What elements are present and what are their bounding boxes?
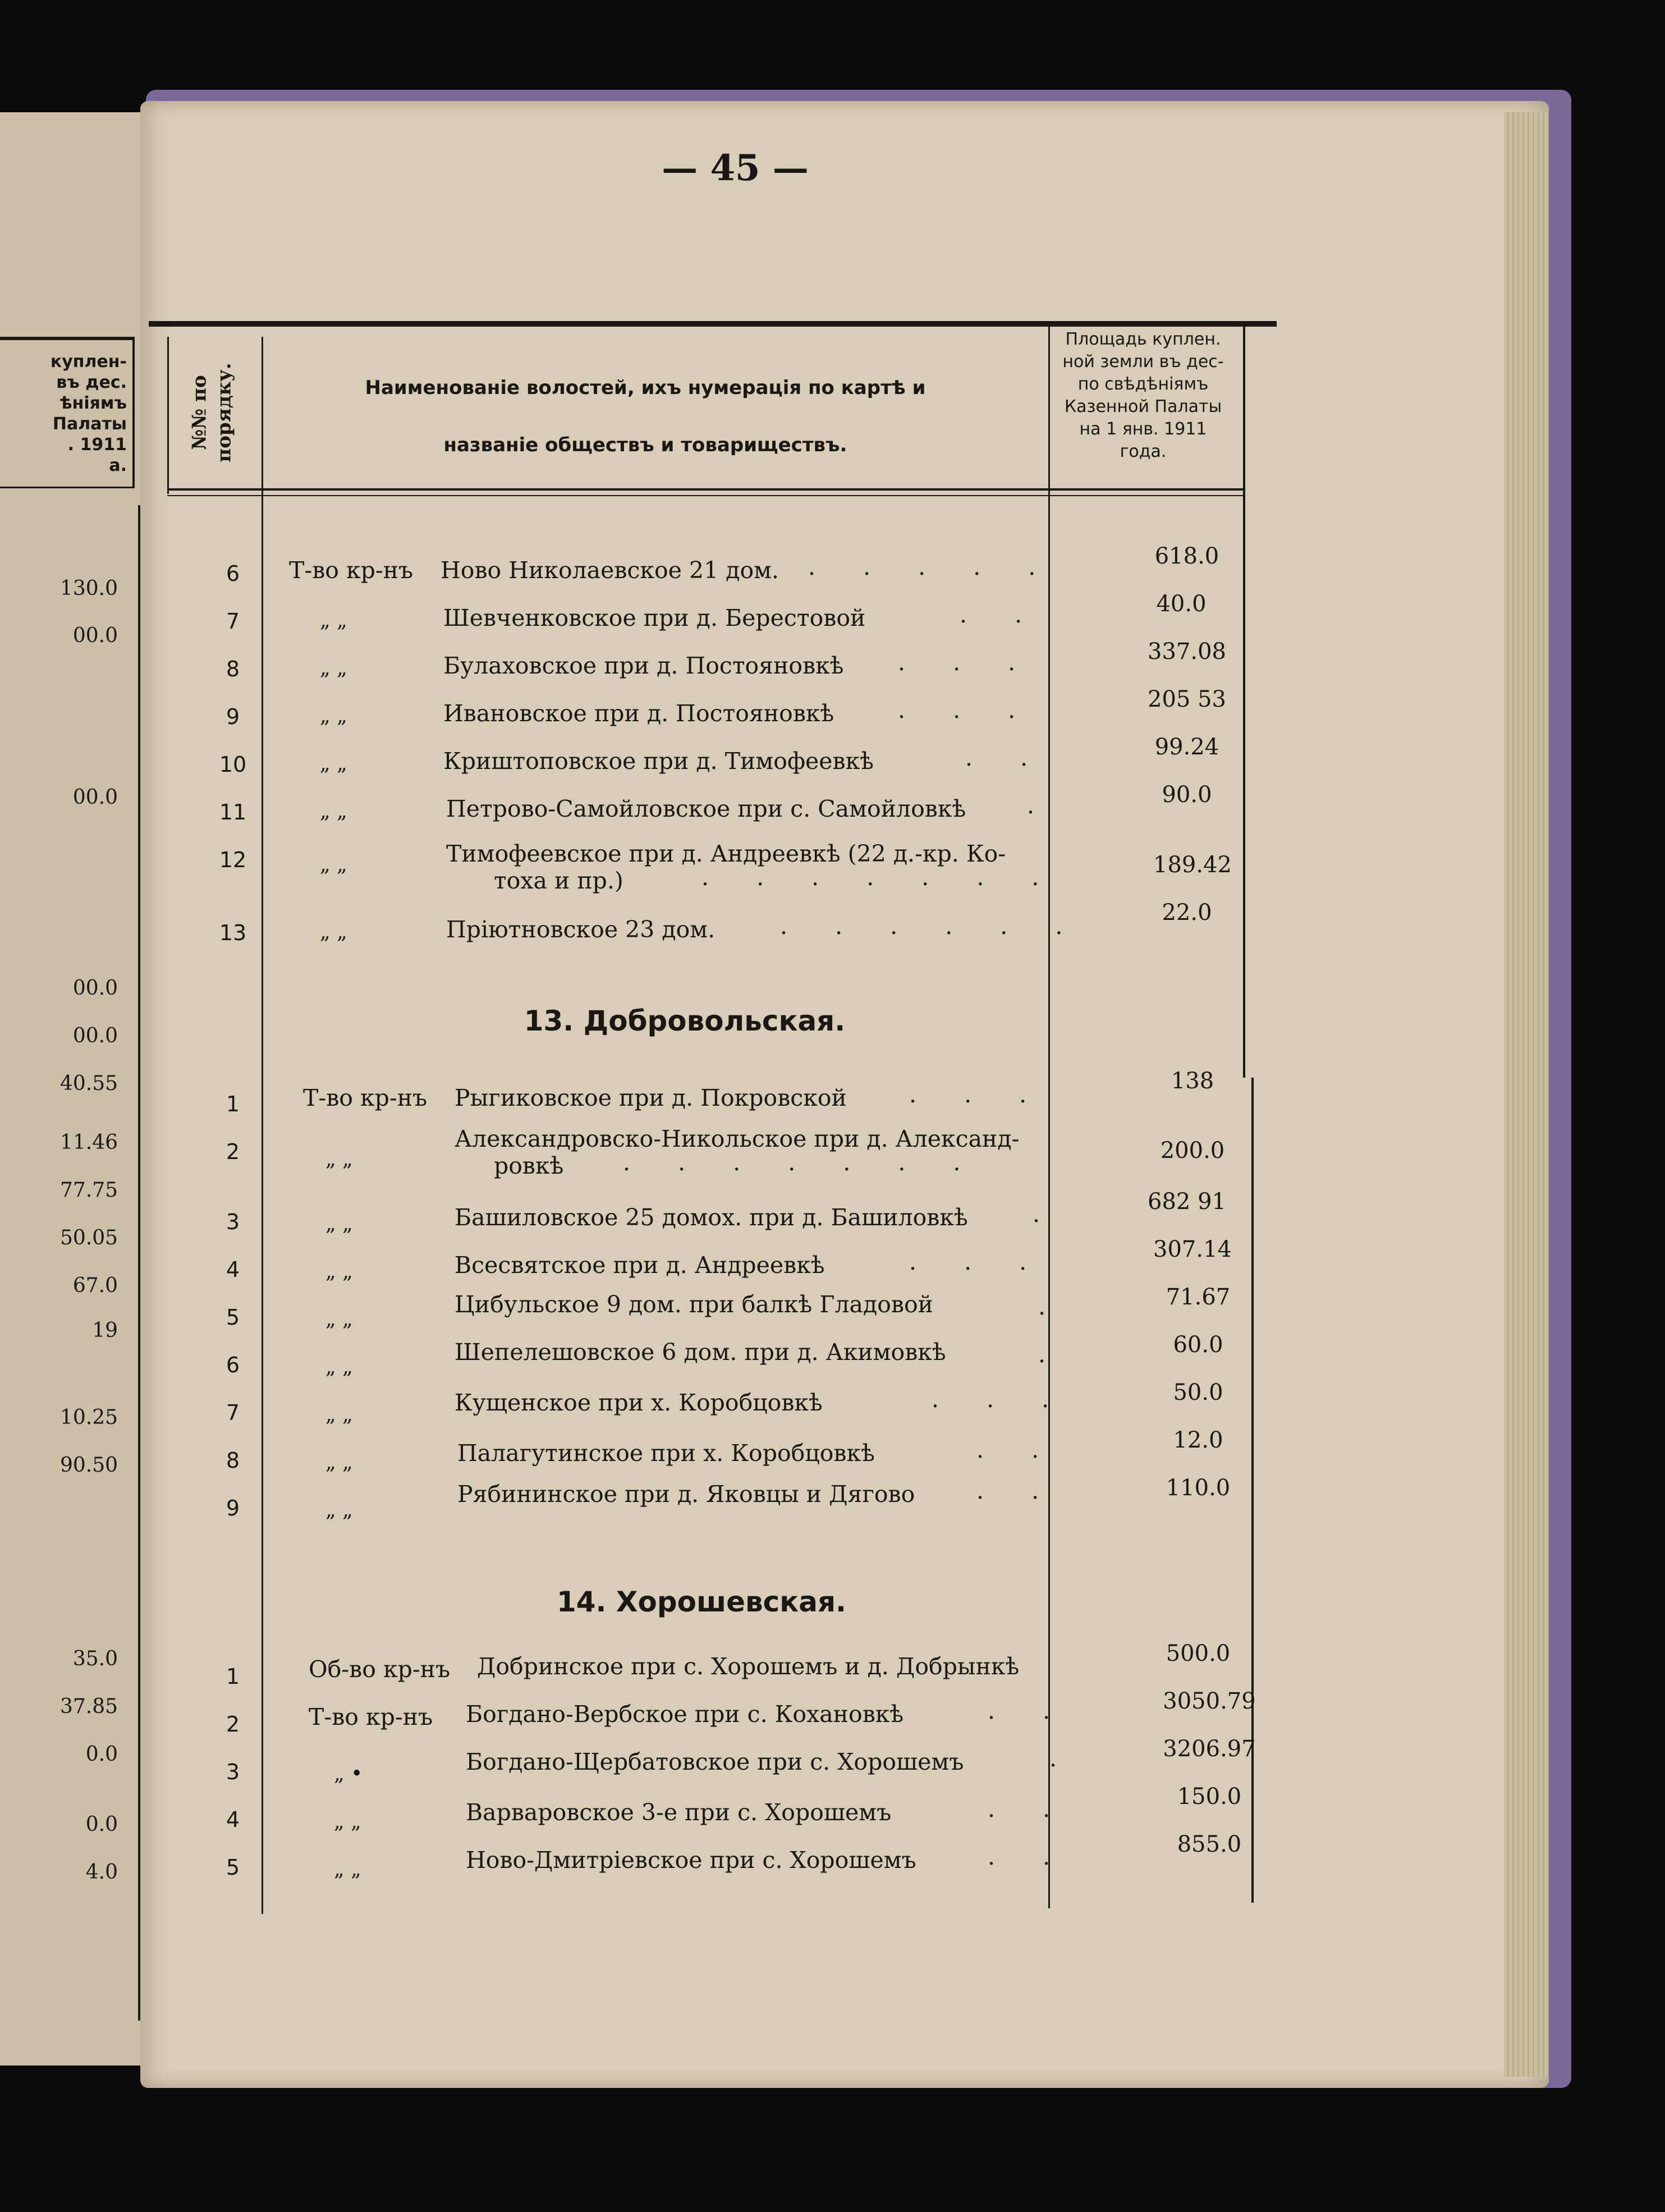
- left-header-line: а.: [109, 456, 127, 475]
- row-name: Цибульское 9 дом. при балкѣ Гладовой: [455, 1291, 933, 1318]
- row-value: 60.0: [1173, 1332, 1223, 1358]
- row-name-continuation: тоха и пр.): [494, 867, 623, 894]
- row-number: 4: [226, 1257, 240, 1282]
- left-value: 10.25: [59, 1406, 118, 1429]
- ditto-mark: „ „: [320, 920, 347, 944]
- left-page-header: [0, 337, 135, 488]
- leader-dots: . . . . .: [808, 553, 1056, 580]
- leader-dots: . .: [988, 1843, 1071, 1870]
- row-name: Варваровское 3-е при с. Хорошемъ: [466, 1799, 892, 1826]
- ditto-mark: „ „: [325, 1260, 353, 1283]
- header-area-line: ной земли въ дес-: [1062, 352, 1224, 372]
- row-number: 3: [226, 1760, 240, 1784]
- ditto-mark: „ „: [320, 800, 347, 823]
- row-name: Булаховское при д. Постояновкѣ: [443, 652, 844, 679]
- row-value: 71.67: [1166, 1284, 1231, 1310]
- row-value: 150.0: [1177, 1784, 1242, 1810]
- leader-dots: .: [1038, 1341, 1066, 1368]
- left-value: 90.50: [59, 1454, 118, 1477]
- row-number: 1: [226, 1092, 240, 1116]
- header-number-label: №№ по порядку.: [189, 363, 236, 462]
- row-name: Александровско-Никольское при д. Александ-: [455, 1125, 1020, 1152]
- row-number: 11: [219, 800, 247, 825]
- ditto-mark: „ „: [325, 1499, 353, 1522]
- row-number: 1: [226, 1664, 240, 1689]
- left-header-line: въ дес.: [56, 373, 127, 392]
- row-name: Ивановское при д. Постояновкѣ: [443, 700, 834, 727]
- header-area-column: [1045, 328, 1241, 463]
- ditto-mark: „ „: [320, 704, 347, 727]
- row-value: 200.0: [1160, 1138, 1225, 1164]
- row-prefix: Т-во кр-нъ: [289, 557, 414, 584]
- row-number: 7: [226, 609, 240, 634]
- left-value: 4.0: [85, 1861, 118, 1884]
- row-number: 4: [226, 1807, 240, 1832]
- row-number: 13: [219, 920, 247, 945]
- ditto-mark: „ „: [325, 1451, 353, 1474]
- header-name-column: [264, 359, 1027, 474]
- row-value: 90.0: [1162, 782, 1212, 808]
- header-name-line2: названіе обществъ и товариществъ.: [443, 434, 847, 456]
- row-name: Тимофеевское при д. Андреевкѣ (22 д.-кр. Ко-: [446, 840, 1006, 867]
- row-number: 8: [226, 657, 240, 681]
- leader-dots: .: [1038, 1293, 1066, 1320]
- ditto-mark: „ „: [334, 1810, 361, 1833]
- leader-dots: . .: [976, 1477, 1059, 1504]
- leader-dots: . .: [988, 1697, 1071, 1724]
- row-value: 855.0: [1177, 1831, 1242, 1857]
- left-value: 00.0: [72, 977, 118, 1000]
- left-header-line: куплен-: [50, 352, 127, 372]
- ditto-mark: „ „: [320, 752, 347, 775]
- table-left-border: [167, 337, 169, 494]
- row-value: 618.0: [1154, 543, 1219, 569]
- left-value: 50.05: [59, 1226, 118, 1249]
- left-value: 77.75: [59, 1179, 118, 1202]
- leader-dots: . . .: [898, 697, 1036, 723]
- ditto-mark: „ „: [334, 1858, 361, 1881]
- leader-dots: .: [1049, 1745, 1077, 1772]
- row-value: 3206.97: [1163, 1736, 1256, 1762]
- leader-dots: . . . . . . .: [623, 1149, 981, 1176]
- row-name: Рябининское при д. Яковцы и Дягово: [457, 1481, 915, 1508]
- row-name: Кущенское при х. Коробцовкѣ: [455, 1389, 823, 1416]
- row-name: Палагутинское при х. Коробцовкѣ: [457, 1440, 875, 1467]
- row-name: Петрово-Самойловское при с. Самойловкѣ: [446, 795, 966, 822]
- row-name-continuation: ровкѣ: [494, 1152, 564, 1179]
- row-value: 110.0: [1166, 1475, 1231, 1501]
- row-number: 2: [226, 1139, 240, 1164]
- ditto-mark: „ „: [325, 1355, 353, 1379]
- leader-dots: .: [1033, 1201, 1061, 1228]
- row-value: 205 53: [1148, 686, 1226, 712]
- row-name: Шевченковское при д. Берестовой: [443, 604, 866, 631]
- ditto-mark: „ „: [325, 1403, 353, 1426]
- leader-dots: . . .: [932, 1386, 1070, 1413]
- leader-dots: . . . . . . .: [701, 864, 1059, 891]
- row-value: 22.0: [1162, 900, 1212, 926]
- row-value: 500.0: [1166, 1641, 1231, 1666]
- left-value: 00.0: [72, 786, 118, 809]
- leader-dots: . . . . . .: [780, 913, 1083, 940]
- row-name: Пріютновское 23 дом.: [446, 916, 715, 943]
- row-name: Богдано-Вербское при с. Кохановкѣ: [466, 1701, 904, 1728]
- row-prefix: Т-во кр-нъ: [309, 1703, 433, 1730]
- row-number: 9: [226, 1496, 240, 1521]
- row-value: 3050.79: [1163, 1688, 1256, 1714]
- leader-dots: .: [1027, 792, 1055, 819]
- left-value: 0.0: [85, 1743, 118, 1766]
- left-value: 37.85: [59, 1695, 118, 1718]
- row-name: Богдано-Щербатовское при с. Хорошемъ: [466, 1748, 964, 1775]
- row-value: 40.0: [1156, 591, 1207, 617]
- row-value: 99.24: [1154, 734, 1219, 760]
- row-number: 3: [226, 1210, 240, 1234]
- ditto-mark: „ „: [325, 1308, 353, 1331]
- section-title: 13. Добровольская.: [524, 1005, 846, 1037]
- row-name: Ново Николаевское 21 дом.: [441, 557, 779, 584]
- left-value: 40.55: [59, 1072, 118, 1095]
- header-area-line: года.: [1120, 442, 1167, 461]
- left-value: 00.0: [72, 624, 118, 647]
- left-header-line: ѣніямъ: [59, 393, 127, 413]
- left-value: 35.0: [72, 1647, 118, 1670]
- top-rule: [149, 321, 1277, 327]
- row-number: 2: [226, 1712, 240, 1737]
- row-number: 6: [226, 561, 240, 586]
- left-page-fragment: [0, 112, 140, 2066]
- row-name: Ново-Дмитріевское при с. Хорошемъ: [466, 1847, 916, 1874]
- page-edges: [1504, 112, 1549, 2077]
- row-number: 6: [226, 1353, 240, 1377]
- leader-dots: . . .: [909, 1081, 1047, 1108]
- header-bottom-rule: [167, 488, 1245, 491]
- leader-dots: . .: [988, 1796, 1071, 1822]
- row-value: 50.0: [1173, 1380, 1223, 1405]
- row-name: Рыгиковское при д. Покровской: [455, 1084, 847, 1111]
- row-name: Криштоповское при д. Тимофеевкѣ: [443, 748, 874, 775]
- leader-dots: . . .: [898, 649, 1036, 676]
- row-value: 138: [1171, 1068, 1214, 1094]
- leader-dots: . .: [960, 601, 1043, 628]
- left-value: 11.46: [59, 1131, 118, 1154]
- row-number: 5: [226, 1305, 240, 1330]
- row-name: Добринское при с. Хорошемъ и д. Добрынкѣ: [477, 1653, 1020, 1680]
- row-value: 337.08: [1148, 639, 1226, 665]
- section-title: 14. Хорошевская.: [556, 1586, 847, 1618]
- ditto-mark: „ „: [320, 657, 347, 680]
- header-area-line: Площадь куплен.: [1065, 329, 1221, 349]
- row-name: Башиловское 25 домох. при д. Башиловкѣ: [455, 1204, 968, 1231]
- left-value: 0.0: [85, 1813, 118, 1836]
- header-bottom-rule-thin: [167, 495, 1245, 496]
- row-prefix: Т-во кр-нъ: [303, 1084, 428, 1111]
- ditto-mark: „ „: [320, 853, 347, 876]
- header-area-line: Казенной Палаты: [1064, 397, 1222, 416]
- left-value: 00.0: [72, 1024, 118, 1047]
- left-header-line: Палаты: [52, 414, 127, 434]
- ditto-mark: „ •: [334, 1762, 363, 1785]
- row-number: 10: [219, 752, 247, 777]
- row-name: Шепелешовское 6 дом. при д. Акимовкѣ: [455, 1339, 946, 1366]
- header-name-line1: Наименованіе волостей, ихъ нумерація по картѣ и: [365, 377, 926, 399]
- row-value: 189.42: [1153, 852, 1232, 878]
- header-area-line: на 1 янв. 1911: [1079, 419, 1207, 439]
- row-name: Всесвятское при д. Андреевкѣ: [455, 1252, 825, 1279]
- ditto-mark: „ „: [320, 609, 347, 632]
- row-number: 9: [226, 704, 240, 729]
- left-header-line: . 1911: [67, 435, 127, 455]
- header-number-column: [167, 342, 257, 483]
- page-number: — 45 —: [662, 147, 809, 189]
- leader-dots: . .: [976, 1436, 1059, 1463]
- ditto-mark: „ „: [325, 1212, 353, 1235]
- left-value: 67.0: [72, 1274, 118, 1297]
- row-number: 7: [226, 1400, 240, 1425]
- row-number: 12: [219, 848, 247, 872]
- row-value: 12.0: [1173, 1427, 1223, 1453]
- row-prefix: Об-во кр-нъ: [309, 1656, 451, 1683]
- ditto-mark: „ „: [325, 1148, 353, 1171]
- leader-dots: . .: [965, 744, 1048, 771]
- row-number: 5: [226, 1855, 240, 1880]
- header-area-line: по свѣдѣніямъ: [1077, 374, 1209, 394]
- left-value: 130.0: [59, 577, 118, 600]
- row-value: 682 91: [1148, 1189, 1226, 1215]
- left-value: 19: [92, 1319, 118, 1342]
- row-number: 8: [226, 1448, 240, 1473]
- leader-dots: . . .: [909, 1248, 1047, 1275]
- row-value: 307.14: [1153, 1236, 1232, 1262]
